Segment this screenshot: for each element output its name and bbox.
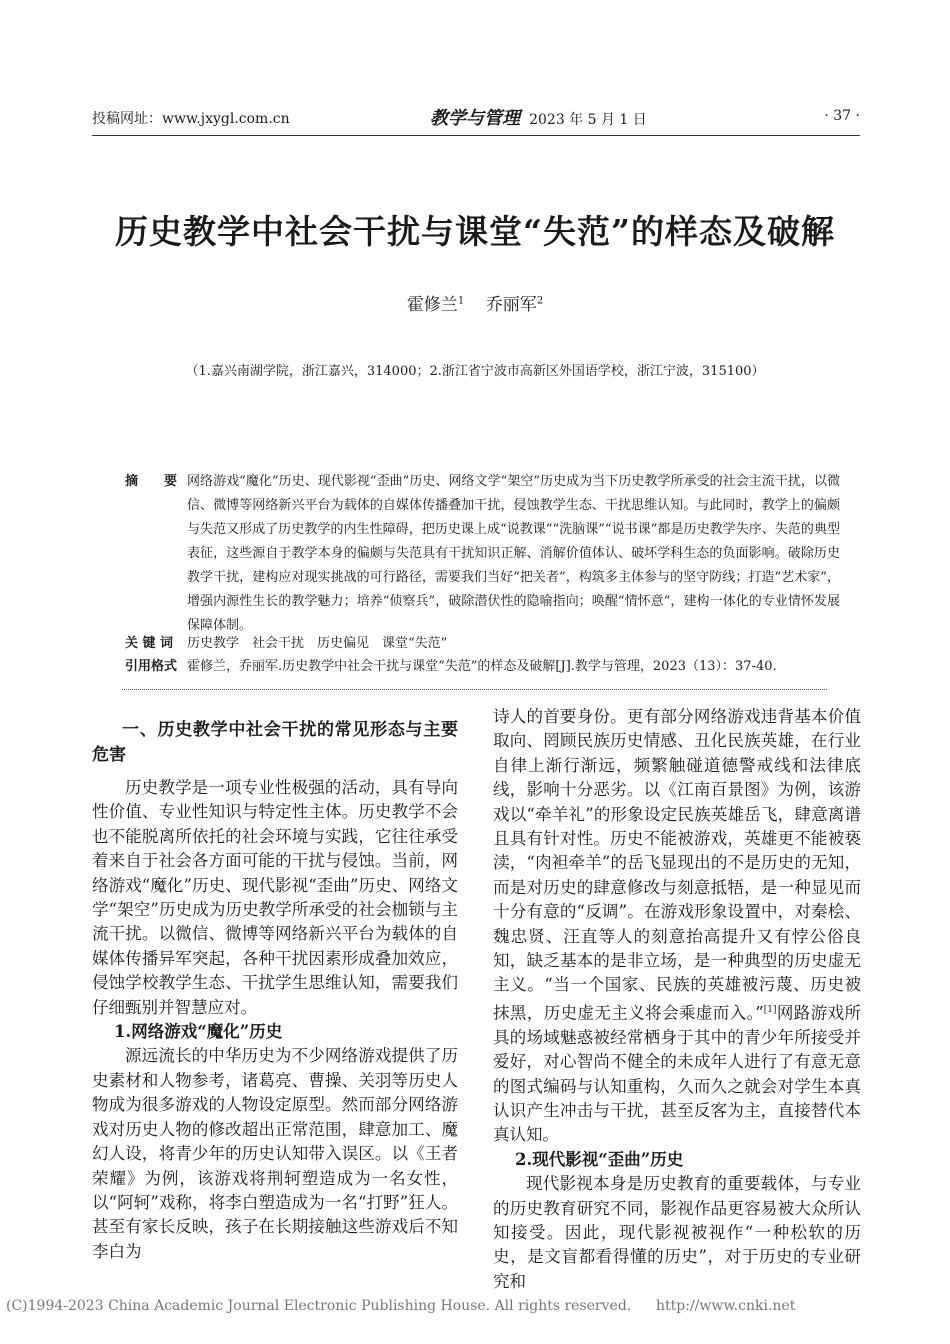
- divider: [122, 689, 827, 690]
- abstract-label: 摘 要: [125, 474, 178, 489]
- journal-name: 教学与管理: [430, 108, 520, 129]
- section-heading: 一、历史教学中社会干扰的常见形态与主要危害: [92, 720, 458, 765]
- author-sup: 2: [536, 295, 544, 307]
- footer-site: http://www.cnki.net: [656, 1298, 796, 1314]
- keywords: [125, 632, 840, 656]
- abstract: [125, 470, 840, 638]
- paragraph: 源远流长的中华历史为不少网络游戏提供了历史素材和人物参考，诸葛亮、曹操、关羽等历史人物成为很多游戏的人物设定原型。然而部分网络游戏对历史人物的修改超出正常范围，肆意加工、魔幻人设，将青少年的历史认知带入误区。以《王者荣耀》为例，该游戏将荆轲塑造成为一名女性，以“阿轲”戏称，将李白塑造成为一名“打野”狂人。甚至有家长反映，孩子在长期接触这些游戏后不知李白为: [92, 1046, 458, 1261]
- issue-date: 2023 年 5 月 1 日: [529, 112, 647, 128]
- header-journal-date: [430, 104, 647, 130]
- author-sup: 1: [457, 295, 465, 307]
- keywords-label: 关 键 词: [125, 636, 174, 651]
- citation: [125, 655, 840, 679]
- paragraph: 现代影视本身是历史教育的重要载体，与专业的历史教育研究不同，影视作品更容易被大众所认知接受。因此，现代影视被视作“一种松软的历史，是文盲都看得懂的历史”，对于历史的专业研究和: [493, 1174, 861, 1291]
- paragraph: 历史教学是一项专业性极强的活动，具有导向性价值、专业性知识与特定性主体。历史教学不会也不能脱离所依托的社会环境与实践，它往往承受着来自于社会各方面可能的干扰与侵蚀。当前，网络游戏“魔化”历史、现代影视“歪曲”历史、网络文学“架空”历史成为历史教学所承受的社会枷锁与主流干扰。以微信、微博等网络新兴平台为载体的自媒体传播异军突起，各种干扰因素形成叠加效应，侵蚀学校教学生态、干扰学生思维认知，需要我们仔细甄别并智慧应对。: [92, 778, 458, 1017]
- copyright-footer: (C)1994-2023 China Academic Journal Electronic Publishing House. All rights reserved.: [6, 1298, 632, 1314]
- subsection-heading: 1.网络游戏“魔化”历史: [114, 1022, 283, 1042]
- paragraph-text: 网路游戏所具的场域魅惑被经常栖身于其中的青少年所接受并爱好，对心智尚不健全的未成年人进行了有意无意的图式编码与认知重构，久而久之就会对学生本真认识产生冲击与干扰，甚至反客为主，直接替代本真认知。: [493, 1003, 862, 1145]
- abstract-text: 网络游戏“魔化”历史、现代影视“歪曲”历史、网络文学“架空”历史成为当下历史教学所承受的社会主流干扰，以微信、微博等网络新兴平台为载体的自媒体传播叠加干扰，侵蚀教学生态、干扰思维认知。与此同时，教学上的偏颇与失范又形成了历史教学的内生性障碍，把历史课上成“说教课”“洗脑课”“说书课”都是历史教学失序、失范的典型表征，这些源自于教学本身的偏颇与失范具有干扰知识正解、消解价值体认、破坏学科生态的负面影响。破除历史教学干扰，建构应对现实挑战的可行路径，需要我们当好“把关者”，构筑多主体参与的坚守防线；打造“艺术家”，增强内源性生长的教学魅力；培养“侦察兵”，破除潜伏性的隐喻指向；唤醒“情怀意”，建构一体化的专业情怀发展保障体制。: [187, 474, 840, 633]
- left-column: [92, 718, 458, 1264]
- paragraph: [493, 705, 861, 1148]
- authors: [0, 290, 950, 315]
- page-number: · 37 ·: [824, 108, 860, 124]
- reference-marker: [1]: [763, 1004, 777, 1015]
- citation-text: 霍修兰，乔丽军.历史教学中社会干扰与课堂“失范”的样态及破解[J].教学与管理，2023（13）：37-40.: [187, 659, 777, 674]
- right-column: [493, 705, 861, 1294]
- subsection-heading: 2.现代影视“歪曲”历史: [515, 1149, 684, 1169]
- article-title: 历史教学中社会干扰与课堂“失范”的样态及破解: [115, 212, 835, 251]
- citation-label: 引用格式: [125, 659, 178, 674]
- keywords-text: 历史教学 社会干扰 历史偏见 课堂“失范”: [187, 636, 448, 651]
- paragraph-text: 诗人的首要身份。更有部分网络游戏违背基本价值取向、罔顾民族历史情感、丑化民族英雄，在行业自律上渐行渐远，频繁触碰道德警戒线和法律底线，影响十分恶劣。以《江南百景图》为例，该游戏以“牵羊礼”的形象设定民族英雄岳飞，肆意离谱且具有针对性。历史不能被游戏，英雄更不能被亵渎，“肉袒牵羊”的岳飞显现出的不是历史的无知，而是对历史的肆意修改与刻意抵牾，是一种显见而十分有意的“反调”。在游戏形象设置中，对秦桧、魏忠贤、汪直等人的刻意抬高提升又有悖公俗良知，缺乏基本的是非立场，是一种典型的历史虚无主义。“当一个国家、民族的英雄被污蔑、历史被抹黑，历史虚无主义将会乘虚而入。”: [493, 707, 861, 1023]
- header-website: 投稿网址：www.jxygl.com.cn: [92, 111, 290, 127]
- author-name: 霍修兰: [406, 295, 458, 315]
- author-name: 乔丽军: [485, 295, 537, 315]
- affiliation: （1.嘉兴南湖学院，浙江嘉兴，314000；2.浙江省宁波市高新区外国语学校，浙江宁波，315100）: [185, 364, 765, 379]
- header-rule: [92, 135, 860, 136]
